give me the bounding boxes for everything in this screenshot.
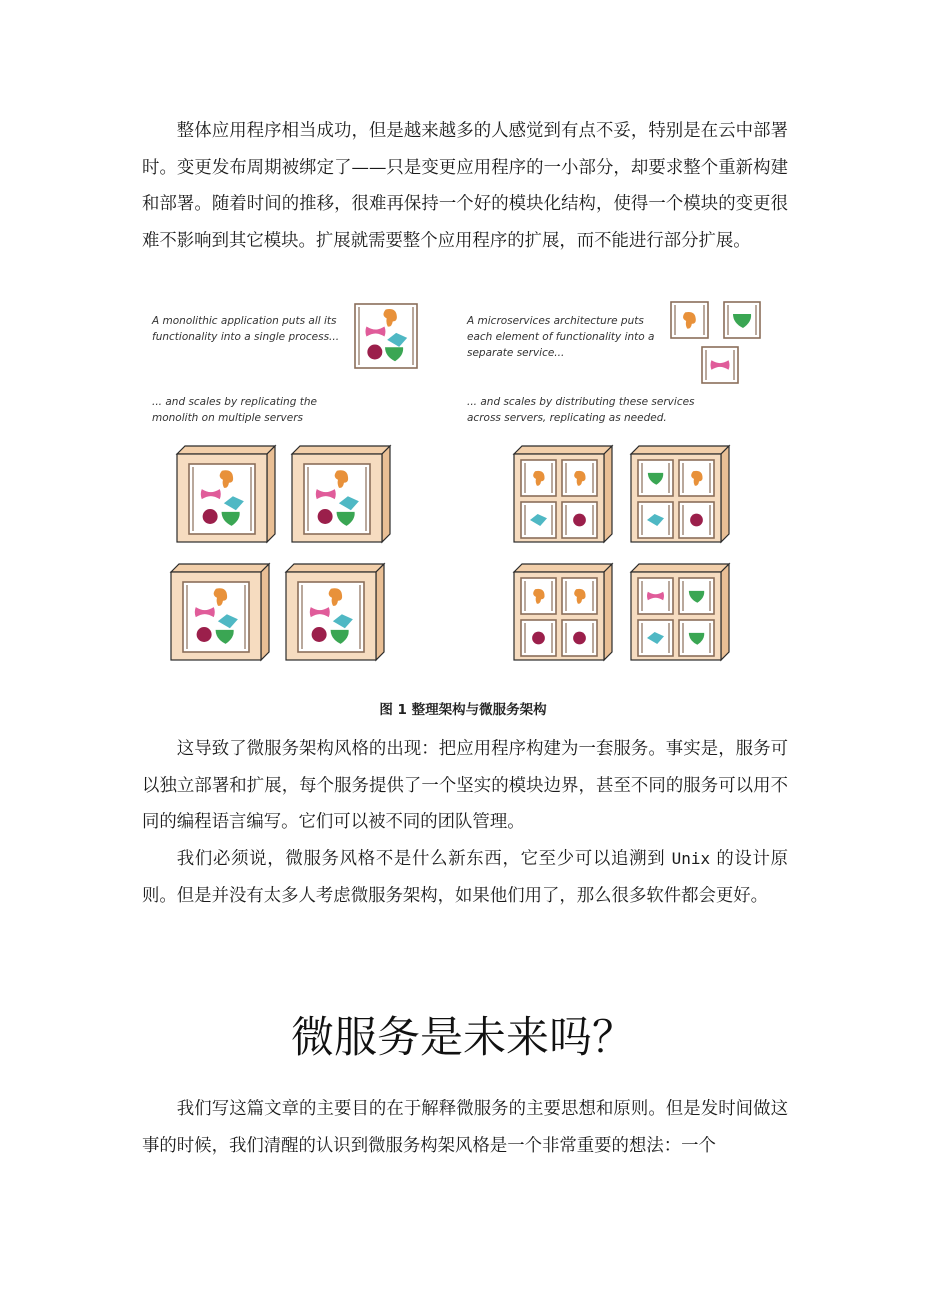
maroon-shape: [318, 509, 333, 524]
figure-caption: 图 1 整理架构与微服务架构: [379, 702, 547, 718]
p3-text-after: 的设计原则。但是并没有太多人考虑微服务架构，如果他们用了，那么很多软件都会更好。: [142, 849, 788, 906]
unix-code-text: Unix: [671, 849, 711, 868]
mono-scale-line2: monolith on multiple servers: [152, 412, 304, 424]
paragraph-unix-origins: [142, 841, 788, 914]
paragraph-monolith-problems: 整体应用程序相当成功，但是越来越多的人感觉到有点不妥，特别是在云中部署时。变更发布周期被绑定了——只是变更应用程序的一小部分，却要求整个重新构建和部署。随着时间的推移，很难再保持一个好的模块化结构，使得一个模块的变更很难不影响到其它模块。扩展就需要整个应用程序的扩展，而不能进行部分扩展。: [142, 121, 788, 251]
micro-label-line2: each element of functionality into a: [467, 331, 655, 343]
maroon-shape: [573, 632, 586, 645]
maroon-shape: [312, 627, 327, 642]
mono-label-line1: A monolithic application puts all its: [152, 315, 337, 327]
micro-scale-line1: ... and scales by distributing these services: [467, 396, 695, 408]
architecture-figure: [142, 296, 788, 674]
paragraph-article-purpose: 我们写这篇文章的主要目的在于解释微服务的主要思想和原则。但是发时间做这事的时候，我们清醒的认识到微服务构架风格是一个非常重要的想法：一个: [142, 1099, 788, 1156]
maroon-shape: [203, 509, 218, 524]
section-heading: 微服务是未来吗？: [291, 1013, 635, 1063]
mono-scale-line1: ... and scales by replicating the: [152, 396, 317, 408]
micro-scale-line2: across servers, replicating as needed.: [467, 412, 667, 424]
micro-label-line3: separate service...: [467, 347, 565, 359]
maroon-shape: [573, 514, 586, 527]
mono-label-line2: functionality into a single process...: [152, 331, 340, 343]
architecture-diagram: [142, 296, 788, 674]
maroon-shape: [367, 345, 382, 360]
maroon-shape: [532, 632, 545, 645]
maroon-shape: [197, 627, 212, 642]
maroon-shape: [690, 514, 703, 527]
micro-label-line1: A microservices architecture puts: [467, 315, 644, 327]
paragraph-microservices-emerge: 这导致了微服务架构风格的出现：把应用程序构建为一套服务。事实是，服务可以独立部署和扩展，每个服务提供了一个坚实的模块边界，甚至不同的服务可以用不同的编程语言编写。它们可以被不同的团队管理。: [142, 739, 788, 832]
p3-text-before: 我们必须说，微服务风格不是什么新东西，它至少可以追溯到: [176, 849, 672, 869]
